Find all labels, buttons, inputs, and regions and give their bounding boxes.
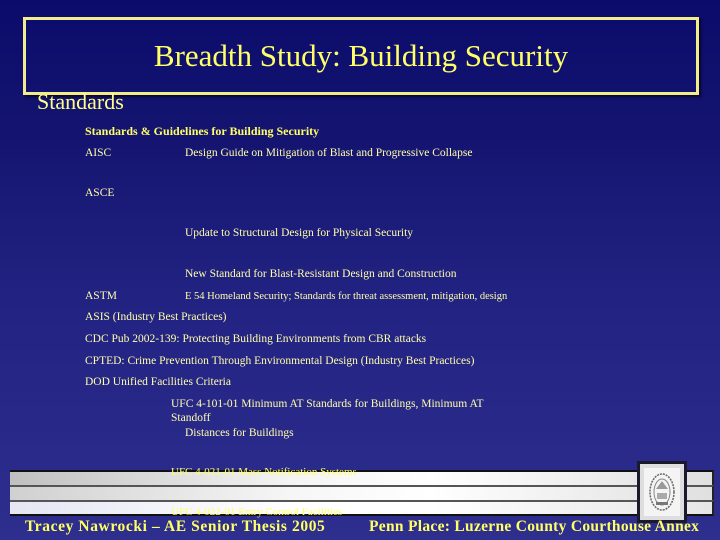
list-item-asis: ASIS (Industry Best Practices) xyxy=(85,311,227,323)
ufc-4-101-line3: Distances for Buildings xyxy=(185,427,294,439)
list-item-cpted: CPTED: Crime Prevention Through Environmental Design (Industry Best Practices) xyxy=(85,355,475,367)
ufc-4-022: UFC 4-022-01 Entry Control Facilities xyxy=(171,506,343,518)
footer-bar-1 xyxy=(10,470,714,485)
entry-desc-asce-1: Update to Structural Design for Physical Security xyxy=(185,227,414,239)
footer-bar-2 xyxy=(10,485,714,500)
footer-decorative-bars xyxy=(10,470,712,512)
footer-project: Penn Place: Luzerne County Courthouse Annex xyxy=(369,518,700,535)
subheading: Standards & Guidelines for Building Security xyxy=(85,124,320,138)
entry-org-astm: ASTM xyxy=(85,290,117,302)
section-heading: Standards xyxy=(37,89,124,114)
entry-desc-asce-2: New Standard for Blast-Resistant Design and Construction xyxy=(185,268,457,280)
entry-desc-aisc: Design Guide on Mitigation of Blast and Progressive Collapse xyxy=(185,147,473,159)
entry-desc-astm: E 54 Homeland Security; Standards for threat assessment, mitigation, design xyxy=(185,291,508,302)
entry-org-aisc: AISC xyxy=(85,147,112,159)
county-seal-icon xyxy=(644,468,680,516)
footer-bar-3 xyxy=(10,500,714,516)
ufc-4-101-line2: Standoff xyxy=(171,412,211,424)
title-box xyxy=(23,17,699,95)
county-seal-logo xyxy=(637,461,687,523)
ufc-4-101-line1: UFC 4-101-01 Minimum AT Standards for Buildings, Minimum AT xyxy=(171,398,484,410)
entry-org-asce: ASCE xyxy=(85,187,115,199)
slide-title: Breadth Study: Building Security xyxy=(153,38,569,73)
footer-author: Tracey Nawrocki – AE Senior Thesis 2005 xyxy=(25,518,326,535)
list-item-cdc: CDC Pub 2002-139: Protecting Building Environments from CBR attacks xyxy=(85,333,427,345)
list-item-dod: DOD Unified Facilities Criteria xyxy=(85,376,231,388)
ufc-4-021: UFC 4-021-01 Mass Notification Systems xyxy=(171,466,357,478)
